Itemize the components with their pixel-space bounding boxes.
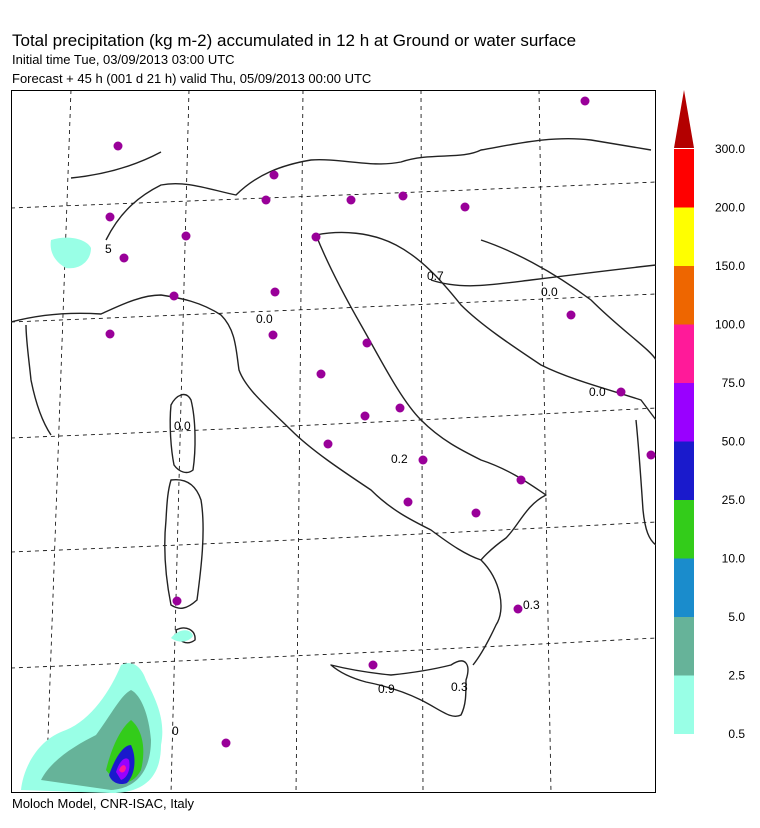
station-marker (270, 171, 279, 180)
legend-label: 200.0 (714, 200, 745, 215)
legend-swatch (674, 500, 694, 559)
legend-label: 300.0 (714, 142, 745, 156)
station-marker (269, 331, 278, 340)
value-label: 0.0 (174, 419, 191, 433)
station-marker (312, 233, 321, 242)
legend-label: 75.0 (721, 376, 745, 390)
station-marker (404, 498, 413, 507)
station-marker (324, 440, 333, 449)
station-marker (120, 254, 129, 263)
station-marker (262, 196, 271, 205)
station-marker (472, 509, 481, 518)
map-frame (12, 91, 656, 793)
station-marker (317, 370, 326, 379)
station-marker (399, 192, 408, 201)
station-marker (182, 232, 191, 241)
initial-time: Initial time Tue, 03/09/2013 03:00 UTC (12, 52, 235, 67)
legend-swatch (674, 383, 694, 442)
station-marker (647, 451, 656, 460)
legend-swatch (674, 442, 694, 501)
value-label: 5 (105, 242, 112, 256)
station-marker (271, 288, 280, 297)
value-label: 0.3 (451, 680, 468, 694)
legend-swatch (674, 149, 694, 208)
value-label: 0.2 (391, 452, 408, 466)
value-label: 0.7 (427, 269, 444, 283)
precipitation-map (11, 90, 656, 793)
station-marker (170, 292, 179, 301)
legend-swatch (674, 208, 694, 267)
legend-label: 100.0 (714, 317, 745, 332)
value-label: 0 (172, 724, 179, 738)
legend-swatch (674, 266, 694, 325)
map-title: Total precipitation (kg m-2) accumulated in 12 h at Ground or water surface (12, 31, 577, 50)
legend-swatch (674, 325, 694, 384)
station-marker (114, 142, 123, 151)
station-marker (581, 97, 590, 106)
value-label: 0.3 (523, 598, 540, 612)
station-marker (617, 388, 626, 397)
model-credit: Moloch Model, CNR-ISAC, Italy (12, 796, 195, 811)
legend-label: 5.0 (728, 610, 745, 624)
station-marker (567, 311, 576, 320)
value-label: 0.0 (256, 312, 273, 326)
station-marker (419, 456, 428, 465)
station-marker (396, 404, 405, 413)
value-label: 0.0 (589, 385, 606, 399)
station-marker (361, 412, 370, 421)
legend-label: 2.5 (728, 668, 745, 683)
station-marker (514, 605, 523, 614)
station-marker (222, 739, 231, 748)
value-label: 0.9 (378, 682, 395, 696)
legend-label: 25.0 (721, 493, 745, 507)
legend-swatch (674, 559, 694, 618)
legend-label: 50.0 (721, 434, 745, 449)
legend-swatch (674, 617, 694, 676)
station-marker (347, 196, 356, 205)
station-marker (369, 661, 378, 670)
station-marker (517, 476, 526, 485)
legend-swatch (674, 676, 694, 735)
station-marker (173, 597, 182, 606)
legend-label: 10.0 (721, 551, 745, 566)
legend-label: 150.0 (714, 259, 745, 273)
station-marker (106, 330, 115, 339)
legend-label: 0.5 (728, 727, 745, 741)
legend-arrow (674, 90, 694, 148)
value-label: 0.0 (541, 285, 558, 299)
forecast-validity: Forecast + 45 h (001 d 21 h) valid Thu, 05/09/2013 00:00 UTC (12, 71, 372, 86)
station-marker (106, 213, 115, 222)
station-marker (461, 203, 470, 212)
station-marker (363, 339, 372, 348)
